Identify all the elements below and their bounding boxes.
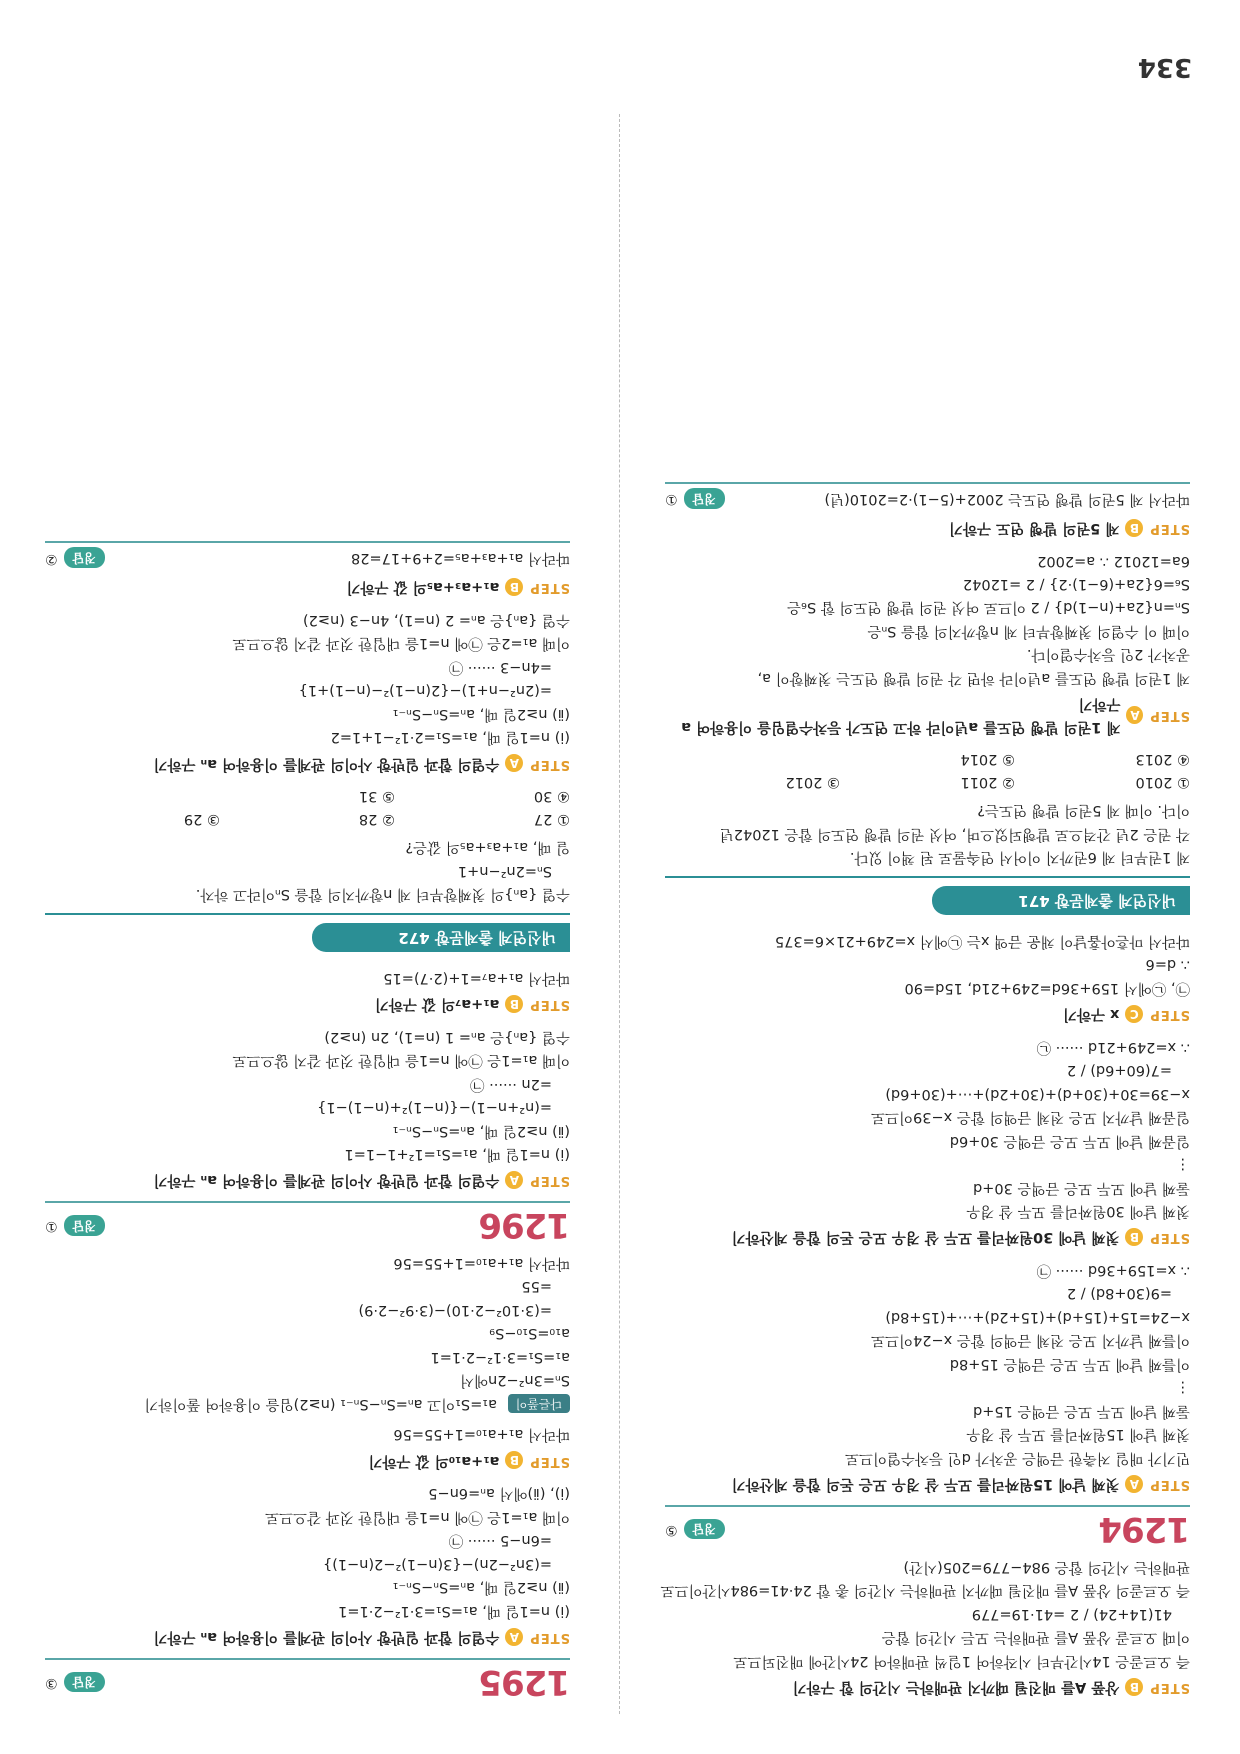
step-tag: STEP xyxy=(1149,520,1190,536)
banner-underline xyxy=(665,876,1190,878)
solution-line: 따라서 a₁+a₁₀=1+55=56 xyxy=(393,1426,570,1443)
solution-line: 따라서 제 5권의 발행 연도는 2002+(5−1)·2=2010(년) xyxy=(824,490,1190,507)
equation-line: =7(60+6d) / 2 xyxy=(1066,1062,1172,1079)
question-line: 일 때, a₁+a₃+a₅의 값은? xyxy=(405,839,570,856)
answer xyxy=(45,547,105,569)
linked-problem-banner: 내신연계 출제문항 472 xyxy=(312,923,570,952)
solution-line: (ⅰ) n=1일 때, a₁=S₁=3·1²−2·1=1 xyxy=(338,1602,570,1619)
solution-line: 이때 a₁=2은 ㉠에 n=1을 대입한 것과 같지 않으므로 xyxy=(232,635,570,652)
step-b-header xyxy=(665,1676,1190,1698)
solution-line: (ⅰ) n=1일 때, a₁=S₁=1²+1−1=1 xyxy=(344,1146,570,1163)
choice[interactable]: ⑤ 31 xyxy=(358,788,395,805)
solution-line: 이때 a₁=1은 ㉠에 n=1을 대입한 것과 같으므로 xyxy=(265,1508,570,1525)
solution-line: a₁=S₁=3·1²−2·1=1 xyxy=(430,1348,570,1365)
solution-line: 일곱째 날에 모두 모은 금액은 30+6d xyxy=(949,1132,1190,1149)
step-tag: STEP xyxy=(1149,708,1190,724)
step-b-header xyxy=(665,1226,1190,1248)
solution-line: 이때 이 수열의 첫째항부터 제 n항까지의 합을 Sₙ은 xyxy=(867,622,1190,639)
linked-problem-banner: 내신연계 출제문항 471 xyxy=(932,886,1190,915)
equation-line: 41(14+24) / 2 =41·19=779 xyxy=(971,1605,1172,1622)
solution-line: a₁₀=S₁₀−S₉ xyxy=(489,1325,570,1342)
solution-line: 수열 {aₙ}은 aₙ= 2 (n=1), 4n−3 (n≥2) xyxy=(303,611,570,628)
solution-line: 수열 {aₙ}은 aₙ= 1 (n=1), 2n (n≥2) xyxy=(324,1028,570,1045)
answer-choices xyxy=(665,748,1190,793)
solution-line: 즉 오르골은 14시간부터 시작하여 1일씩 판매하여 24시간에 매진되므로 xyxy=(733,1652,1190,1669)
step-letter: B xyxy=(1125,519,1143,537)
solution-line: (ⅰ), (ⅱ)에서 aₙ=6n−5 xyxy=(428,1485,570,1502)
problem-number: 1294 xyxy=(1099,1509,1190,1550)
step-tag: STEP xyxy=(529,756,570,772)
step-a-header xyxy=(45,1169,570,1191)
step-tag: STEP xyxy=(529,1453,570,1469)
step-title: a₁+a₁₀의 값 구하기 xyxy=(368,1452,500,1469)
answer-choices xyxy=(45,785,570,830)
answer xyxy=(45,1671,105,1693)
solution-line: 공차가 2인 등차수열이다. xyxy=(1026,646,1190,663)
solution-line: 제 1권의 발행 연도를 a년이라 하면 각 권의 발행 연도는 첫째항이 a, xyxy=(757,669,1190,686)
step-letter: C xyxy=(1125,1005,1143,1023)
solution-line: 첫째 날에 30원짜리를 모두 살 경우 xyxy=(966,1203,1190,1220)
solution-line: ㉠, ㉡에서 159+36d=249+21d, 15d=90 xyxy=(904,979,1190,996)
equation-line: S₆=6{2a+(6−1)·2} / 2 =12042 xyxy=(962,576,1190,592)
question-line: 수열 {aₙ}의 첫째항부터 제 n항까지의 합을 Sₙ이라고 하자. xyxy=(195,886,570,903)
solution-line: 이때 오르골 상품 A를 판매하는 모든 시간의 합은 xyxy=(881,1629,1190,1646)
equation-line: =(n²+n−1)−{(n−1)²+(n−1)−1} xyxy=(317,1099,552,1116)
problem-number: 1295 xyxy=(479,1662,570,1702)
step-title: 수열의 합과 일반항 사이의 관계를 이용하여 aₙ 구하기 xyxy=(153,755,500,772)
step-b-header xyxy=(45,993,570,1015)
step-letter: A xyxy=(1125,1475,1143,1493)
choice[interactable]: ⑤ 2014 xyxy=(960,751,1015,768)
choice[interactable]: ④ 2013 xyxy=(1135,751,1190,768)
step-title: a₁+a₇의 값 구하기 xyxy=(374,996,500,1013)
solution-line: Sₙ=3n²−2n에서 xyxy=(460,1372,570,1389)
solution-line: (ⅱ) n≥2일 때, aₙ=Sₙ−Sₙ₋₁ xyxy=(392,1122,570,1139)
step-letter: A xyxy=(505,754,523,772)
step-title: 수열의 합과 일반항 사이의 관계를 이용하여 aₙ 구하기 xyxy=(153,1629,500,1645)
equation-line: =(3n²−2n)−{3(n−1)²−2(n−1)} xyxy=(322,1555,552,1572)
choice[interactable]: ③ 2012 xyxy=(785,773,840,790)
solution-line: 따라서 a₁+a₇=1+(2·7)=15 xyxy=(383,969,570,986)
step-letter: B xyxy=(1125,1678,1143,1696)
step-title: x 구하기 xyxy=(1062,1006,1120,1023)
answer-value: ① xyxy=(45,1218,58,1235)
step-a-header xyxy=(45,1626,570,1648)
solution-line: 둘째 날에 모두 모은 금액은 15+d xyxy=(973,1402,1190,1419)
solution-line: 따라서 a₁+a₁₀=1+55=56 xyxy=(393,1254,570,1271)
step-a-header xyxy=(665,693,1190,738)
solution-line: (ⅰ) n=1일 때, a₁=S₁=2·1²−1+1=2 xyxy=(330,729,570,746)
alt-solution-header xyxy=(45,1392,570,1414)
alt-solution-badge: 다른풀이 xyxy=(508,1394,570,1413)
equation-line: 6a=12012 ∴ a=2002 xyxy=(1037,552,1190,569)
equation-line: =2n ······ ㉠ xyxy=(470,1075,552,1092)
problem-number: 1296 xyxy=(479,1205,570,1246)
answer xyxy=(45,1215,105,1237)
solution-line: 첫째 날에 15원짜리를 모두 살 경우 xyxy=(966,1426,1190,1443)
equation-line: x−24=15+(15+d)+(15+2d)+⋯+(15+8d) xyxy=(885,1308,1190,1325)
problem-1296-header xyxy=(45,1202,570,1246)
equation-line: ∴ x=159+36d ······ ㉠ xyxy=(1036,1261,1190,1278)
equation-line: x−39=30+(30+d)+(30+2d)+⋯+(30+6d) xyxy=(885,1085,1190,1102)
step-letter: A xyxy=(1127,706,1144,724)
question-line: 이다. 이때 제 5권의 발행 연도는? xyxy=(977,802,1190,819)
step-b-header xyxy=(45,576,570,598)
step-title: 수열의 합과 일반항 사이의 관계를 이용하여 aₙ 구하기 xyxy=(153,1172,500,1189)
left-column xyxy=(660,474,1190,1708)
solution-line: 이틀째 날에 모두 모은 금액은 15+8d xyxy=(949,1355,1190,1372)
choice[interactable]: ④ 30 xyxy=(533,788,570,805)
answer-badge: 정답 xyxy=(64,547,105,568)
step-tag: STEP xyxy=(529,580,570,596)
problem-1294-header xyxy=(665,1505,1190,1549)
step-tag: STEP xyxy=(1149,1007,1190,1023)
answer-badge: 정답 xyxy=(64,1215,105,1236)
step-title: a₁+a₃+a₅의 값 구하기 xyxy=(346,579,500,596)
choice[interactable]: ③ 29 xyxy=(183,810,220,827)
problem-1295-header xyxy=(45,1658,570,1702)
step-b-header xyxy=(665,517,1190,539)
answer xyxy=(665,488,725,510)
question-line: Sₙ=2n²−n+1 xyxy=(457,862,552,879)
answer-badge: 정답 xyxy=(684,488,725,509)
step-tag: STEP xyxy=(1149,1230,1190,1246)
step-letter: B xyxy=(505,578,523,596)
equation-line: =4n−3 ······ ㉠ xyxy=(448,658,552,675)
solution-line: ⋮ xyxy=(1175,1379,1190,1396)
banner-underline xyxy=(45,913,570,915)
solution-line: 민기가 매일 저축한 금액은 공차가 d인 등차수열이므로 xyxy=(844,1449,1190,1466)
solution-line: 따라서 마흔아홉날이 채운 금액 x는 ㉡에서 x=249+21×6=375 xyxy=(774,932,1190,949)
alt-solution-title: a₁=S₁이고 aₙ=Sₙ−Sₙ₋₁ (n≥2)임을 이용하여 풀이하기 xyxy=(144,1395,498,1412)
equation-line: =(3·10²−2·10)−(3·9²−2·9) xyxy=(358,1301,552,1318)
choice[interactable]: ② 28 xyxy=(358,810,395,827)
solution-line: ⋮ xyxy=(1175,1156,1190,1173)
step-letter: B xyxy=(505,1451,523,1469)
question-line: 제 1권부터 제 6권까지 이어서 연속물로 된 책이 있다. xyxy=(849,849,1190,866)
final-answer-row xyxy=(45,541,570,569)
step-letter: B xyxy=(1125,1228,1143,1246)
equation-line: =(2n²−n+1)−{2(n−1)²−(n−1)+1} xyxy=(298,682,552,699)
choice[interactable]: ② 2011 xyxy=(960,773,1015,790)
step-title: 상품 A를 매진될 때까지 판매하는 시간의 합 구하기 xyxy=(792,1679,1120,1695)
solution-line: (ⅱ) n≥2일 때, aₙ=Sₙ−Sₙ₋₁ xyxy=(392,1579,570,1596)
equation-line: Sₙ=n{2a+(n−1)d} / 2 이므로 여섯 권의 발행 연도의 합 S₆은 xyxy=(787,599,1190,616)
step-title: 첫째 날에 30원짜리를 모두 살 경우 모은 돈의 합을 계산하기 xyxy=(731,1229,1120,1246)
equation-line: =9(30+8d) / 2 xyxy=(1066,1285,1172,1302)
solution-line: 이때 a₁=1은 ㉠에 n=1을 대입한 것과 같지 않으므로 xyxy=(232,1052,570,1069)
answer-value: ⑤ xyxy=(665,1522,678,1539)
step-tag: STEP xyxy=(529,1629,570,1645)
solution-line: 즉 오르골의 상품 A를 매진될 때까지 판매하는 시간의 총 합 24·41=984시간이므로 xyxy=(660,1582,1190,1599)
answer-value: ① xyxy=(665,491,678,508)
choice[interactable]: ① 2010 xyxy=(1135,773,1190,790)
equation-line: =6n−5 ······ ㉠ xyxy=(448,1532,552,1549)
step-title: 제 1권의 발행 연도를 a년이라 하고 연도가 등차수열임을 이용하여 a 구하기 xyxy=(681,696,1121,735)
question-line: 각 권은 2년 간격으로 발행되었으며, 여섯 권의 발행 연도의 합은 12042년 xyxy=(719,825,1190,842)
solution-line: 둘째 날에 모두 모은 금액은 30+d xyxy=(973,1179,1190,1196)
step-tag: STEP xyxy=(1149,1477,1190,1493)
solution-line: 판매하는 시간의 합은 984−779=205(시간) xyxy=(903,1558,1190,1575)
step-a-header xyxy=(45,752,570,774)
answer-badge: 정답 xyxy=(64,1672,105,1693)
step-letter: B xyxy=(505,995,523,1013)
step-b-header xyxy=(45,1449,570,1471)
right-column xyxy=(45,533,570,1708)
step-tag: STEP xyxy=(529,1173,570,1189)
step-title: 첫째 날에 15원짜리를 모두 살 경우 모은 돈의 합을 계산하기 xyxy=(731,1476,1120,1493)
solution-line: 따라서 a₁+a₃+a₅=2+9+17=28 xyxy=(351,549,570,566)
answer-value: ② xyxy=(45,550,58,567)
step-tag: STEP xyxy=(529,997,570,1013)
step-letter: A xyxy=(505,1628,523,1646)
equation-line: ∴ x=249+21d ······ ㉡ xyxy=(1036,1038,1190,1055)
page-number: 334 xyxy=(1137,52,1192,82)
solution-line: 일곱째 날까지 모은 전체 금액의 합은 x−39이므로 xyxy=(871,1109,1190,1126)
problem-1293-tail xyxy=(660,1555,1190,1698)
column-divider xyxy=(619,114,620,1714)
step-c-header xyxy=(665,1003,1190,1025)
step-title: 제 5권의 발행 연도 구하기 xyxy=(949,520,1120,537)
step-a-header xyxy=(665,1473,1190,1495)
step-tag: STEP xyxy=(1149,1679,1190,1695)
solution-line: ∴ d=6 xyxy=(1145,956,1190,973)
final-answer-row xyxy=(665,482,1190,510)
choice[interactable]: ① 27 xyxy=(533,810,570,827)
solution-line: 이틀째 날까지 모은 전체 금액의 합은 x−24이므로 xyxy=(871,1332,1190,1349)
solution-line: (ⅱ) n≥2일 때, aₙ=Sₙ−Sₙ₋₁ xyxy=(392,705,570,722)
answer-value: ③ xyxy=(45,1674,58,1691)
answer-badge: 정답 xyxy=(684,1519,725,1540)
equation-line: =55 xyxy=(521,1278,552,1295)
answer xyxy=(665,1518,725,1540)
step-letter: A xyxy=(505,1171,523,1189)
